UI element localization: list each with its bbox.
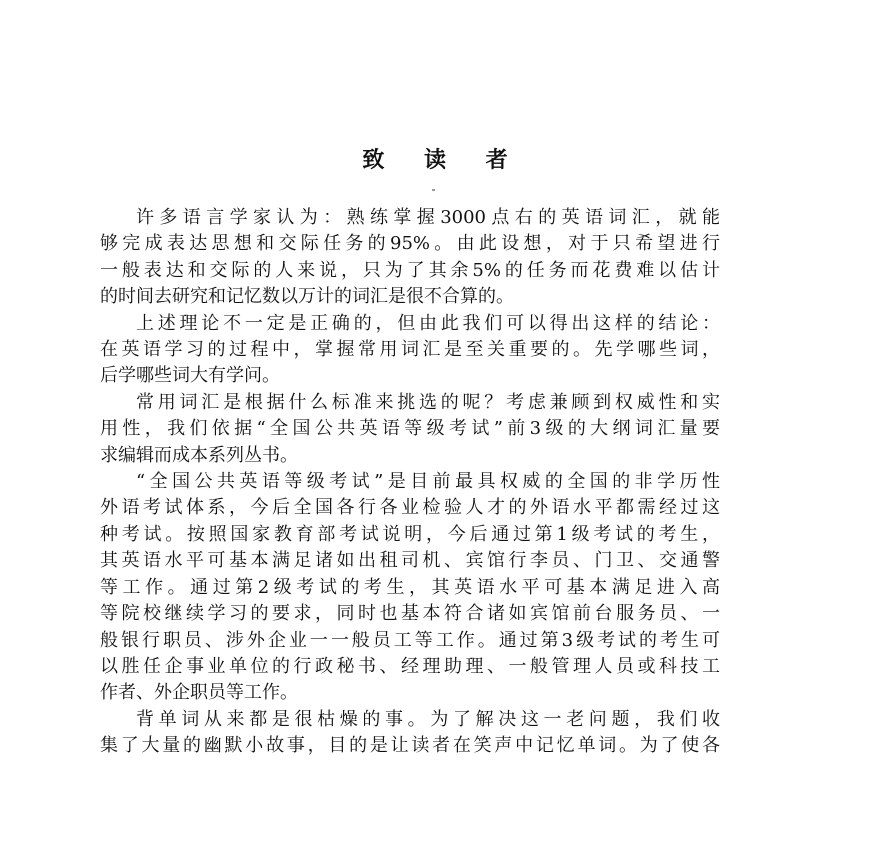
paragraph-2 (100, 311, 720, 390)
document-body (100, 205, 720, 760)
paragraph-1 (100, 205, 720, 311)
text-line: 背单词从来都是很枯燥的事。为了解决这一老问题，我们收 (136, 708, 720, 730)
text-line: 用性，我们依据“全国公共英语等级考试”前3级的大纲词汇量要 (100, 418, 720, 440)
text-line: “全国公共英语等级考试”是目前最具权威的全国的非学历性 (136, 471, 720, 493)
text-line: 其英语水平可基本满足诸如出租司机、宾馆行李员、门卫、交通警 (100, 550, 720, 572)
stray-dot (432, 189, 435, 191)
text-line: 的时间去研究和记忆数以万计的词汇是很不合算的。 (100, 286, 514, 308)
text-line: 求编辑而成本系列丛书。 (100, 444, 298, 466)
paragraph-3 (100, 390, 720, 469)
text-line: 后学哪些词大有学问。 (100, 365, 280, 387)
text-line: 以胜任企事业单位的行政秘书、经理助理、一般管理人员或科技工 (100, 655, 720, 677)
text-line: 等工作。通过第2级考试的考生，其英语水平可基本满足进入高 (100, 576, 720, 598)
paragraph-5 (100, 707, 720, 760)
text-line: 般银行职员、涉外企业一一般员工等工作。通过第3级考试的考生可 (100, 629, 720, 651)
text-line: 集了大量的幽默小故事，目的是让读者在笑声中记忆单词。为了使各 (100, 735, 720, 757)
text-line: 一般表达和交际的人来说，只为了其余5%的任务而花费难以估计 (100, 259, 720, 281)
paragraph-4 (100, 469, 720, 707)
text-line: 作者、外企职员等工作。 (100, 682, 298, 704)
text-line: 许多语言学家认为：熟练掌握3000点右的英语词汇，就能 (136, 207, 720, 228)
text-line: 种考试。按照国家教育部考试说明，今后通过第1级考试的考生， (100, 523, 720, 545)
text-line: 常用词汇是根据什么标准来挑选的呢？考虑兼顾到权威性和实 (136, 391, 720, 413)
text-line: 在英语学习的过程中，掌握常用词汇是至关重要的。先学哪些词， (100, 339, 720, 361)
text-line: 够完成表达思想和交际任务的95%。由此设想，对于只希望进行 (100, 233, 720, 255)
page-title: 致 读 者 (362, 147, 524, 173)
text-line: 上述理论不一定是正确的，但由此我们可以得出这样的结论： (136, 312, 720, 334)
text-line: 外语考试体系，今后全国各行各业检验人才的外语水平都需经过这 (100, 497, 720, 519)
text-line: 等院校继续学习的要求，同时也基本符合诸如宾馆前台服务员、一 (100, 603, 720, 625)
